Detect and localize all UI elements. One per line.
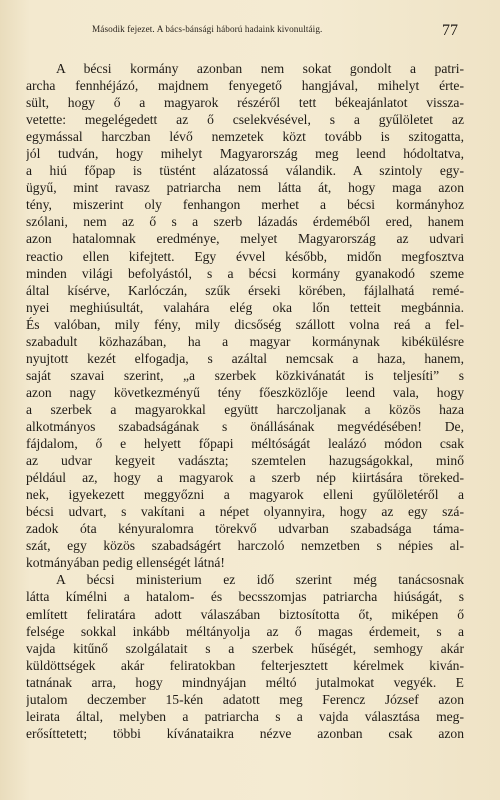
text-line: említett feliratára adott válaszában biztosította őt, miképen ő xyxy=(26,606,464,622)
text-line: a szerbek a magyarokkal együtt harczoljanak a közös haza xyxy=(26,401,464,417)
text-line: nyujtott kezét elfogadja, s azáltal nemcsak a haza, hanem, xyxy=(26,350,464,366)
text-line: A bécsi kormány azonban nem sokat gondolt a patri- xyxy=(56,61,464,76)
text-line: erősíttetett; többi kívánataikra nézve azonban csak azon xyxy=(26,725,464,741)
text-line: az udvar kegyeit vadászta; szemtelen hazugságokkal, minő xyxy=(26,453,464,469)
text-line: jól tudván, hogy mihelyt Magyarország meg leend hódoltatva, xyxy=(26,146,464,162)
text-line: fájdalom, ő e helyett főpapi méltóságát lealázó módon csak xyxy=(26,436,464,452)
text-line: vetette: megelégedett az ő cselekvésével, s a gyűlöletet az xyxy=(26,112,464,128)
text-line: látta kímélni a hatalom- és becsszomjas patriarcha hiúságát, s xyxy=(26,589,464,605)
text-line: jutalom deczember 15-kén adatott meg Ferencz József azon xyxy=(26,691,464,707)
text-line: zadok óta kényuralomra törekvő udvarban szabadsága táma- xyxy=(26,521,464,537)
text-line: reactio ellen kifejtett. Egy évvel később, midőn megfosztva xyxy=(26,248,464,264)
text-line: szólani, nem az ő s a szerb lázadás érdeméből ered, hanem xyxy=(26,214,464,230)
text-line: szabadult közhazában, ha a magyar kormánynak kibékülésre xyxy=(26,333,464,349)
text-line: ügyű, mint ravasz patriarcha nem látta át, hogy maga azon xyxy=(26,180,464,196)
text-line: kotmányában pedig ellenségét látná! xyxy=(26,555,225,571)
text-line: saját szavai szerint, „a szerbek közkivánatát is teljesíti” s xyxy=(26,367,464,383)
text-line: küldöttségek akár feliratokban felterjesztett kérelmek kiván- xyxy=(26,657,464,673)
text-line: archa fennhéjázó, majdnem fenyegető hangjával, mihelyt érte- xyxy=(26,78,464,94)
text-line: felsége sokkal inkább méltányolja az ő magas érdemeit, s a xyxy=(26,623,464,639)
text-line: azon hatalomnak eredménye, melyet Magyarország az udvari xyxy=(26,231,464,247)
body-text xyxy=(26,60,464,742)
running-head: Második fejezet. A bács-bánsági háború hadaink kivonultáig. xyxy=(92,24,323,34)
text-line: nyei meghiúsultát, valahára elég oka lőn tetteit megbánnia. xyxy=(26,299,464,315)
text-line: minden világi befolyástól, s a bécsi kormány gyanakodó szeme xyxy=(26,265,464,281)
text-line: tatnának arra, hogy mindnyájan méltó jutalmokat vegyék. E xyxy=(26,674,464,690)
text-line: által kísérve, Karlóczán, szűk érseki körében, fájlalhatá remé- xyxy=(26,282,464,298)
text-line: például az, hogy a magyarok a szerb nép kiirtására töreked- xyxy=(26,470,464,486)
text-line: leirata által, melyben a patriarcha s a vajda választása meg- xyxy=(26,708,464,724)
text-line: azon nagy következményű tény főeszközlője leend vala, hogy xyxy=(26,384,464,400)
text-line: egymással harczban lévő nemzetek közt tovább is szitogatta, xyxy=(26,129,464,145)
text-line: nek, igyekezett meggyőzni a magyarok elleni gyűlöletéről a xyxy=(26,487,464,503)
text-line: tény, miszerint oly fenhangon merhet a bécsi kormányhoz xyxy=(26,197,464,213)
text-line: szát, egy közös szabadságért harczoló nemzetben s népies al- xyxy=(26,538,464,554)
page-number: 77 xyxy=(442,22,458,39)
text-line: vajda kitűnő szolgálatait s a szerbek hűségét, semhogy akár xyxy=(26,640,464,656)
text-line: alkotmányos szabadságának s önállásának megvédésében! De, xyxy=(26,418,464,434)
text-line: A bécsi ministerium ez idő szerint még tanácsosnak xyxy=(56,572,464,588)
text-line: sült, hogy ő a magyarok részéről tett békeajánlatot vissza- xyxy=(26,95,464,111)
text-line: bécsi udvart, s vakítani a népet olyannyira, hogy az egy szá- xyxy=(26,504,464,520)
text-line: a hiú főpap is tüstént alázatossá válandik. A szintoly egy- xyxy=(26,163,464,179)
text-line: És valóban, mily fény, mily dicsőség szállott volna reá a fel- xyxy=(26,316,464,332)
